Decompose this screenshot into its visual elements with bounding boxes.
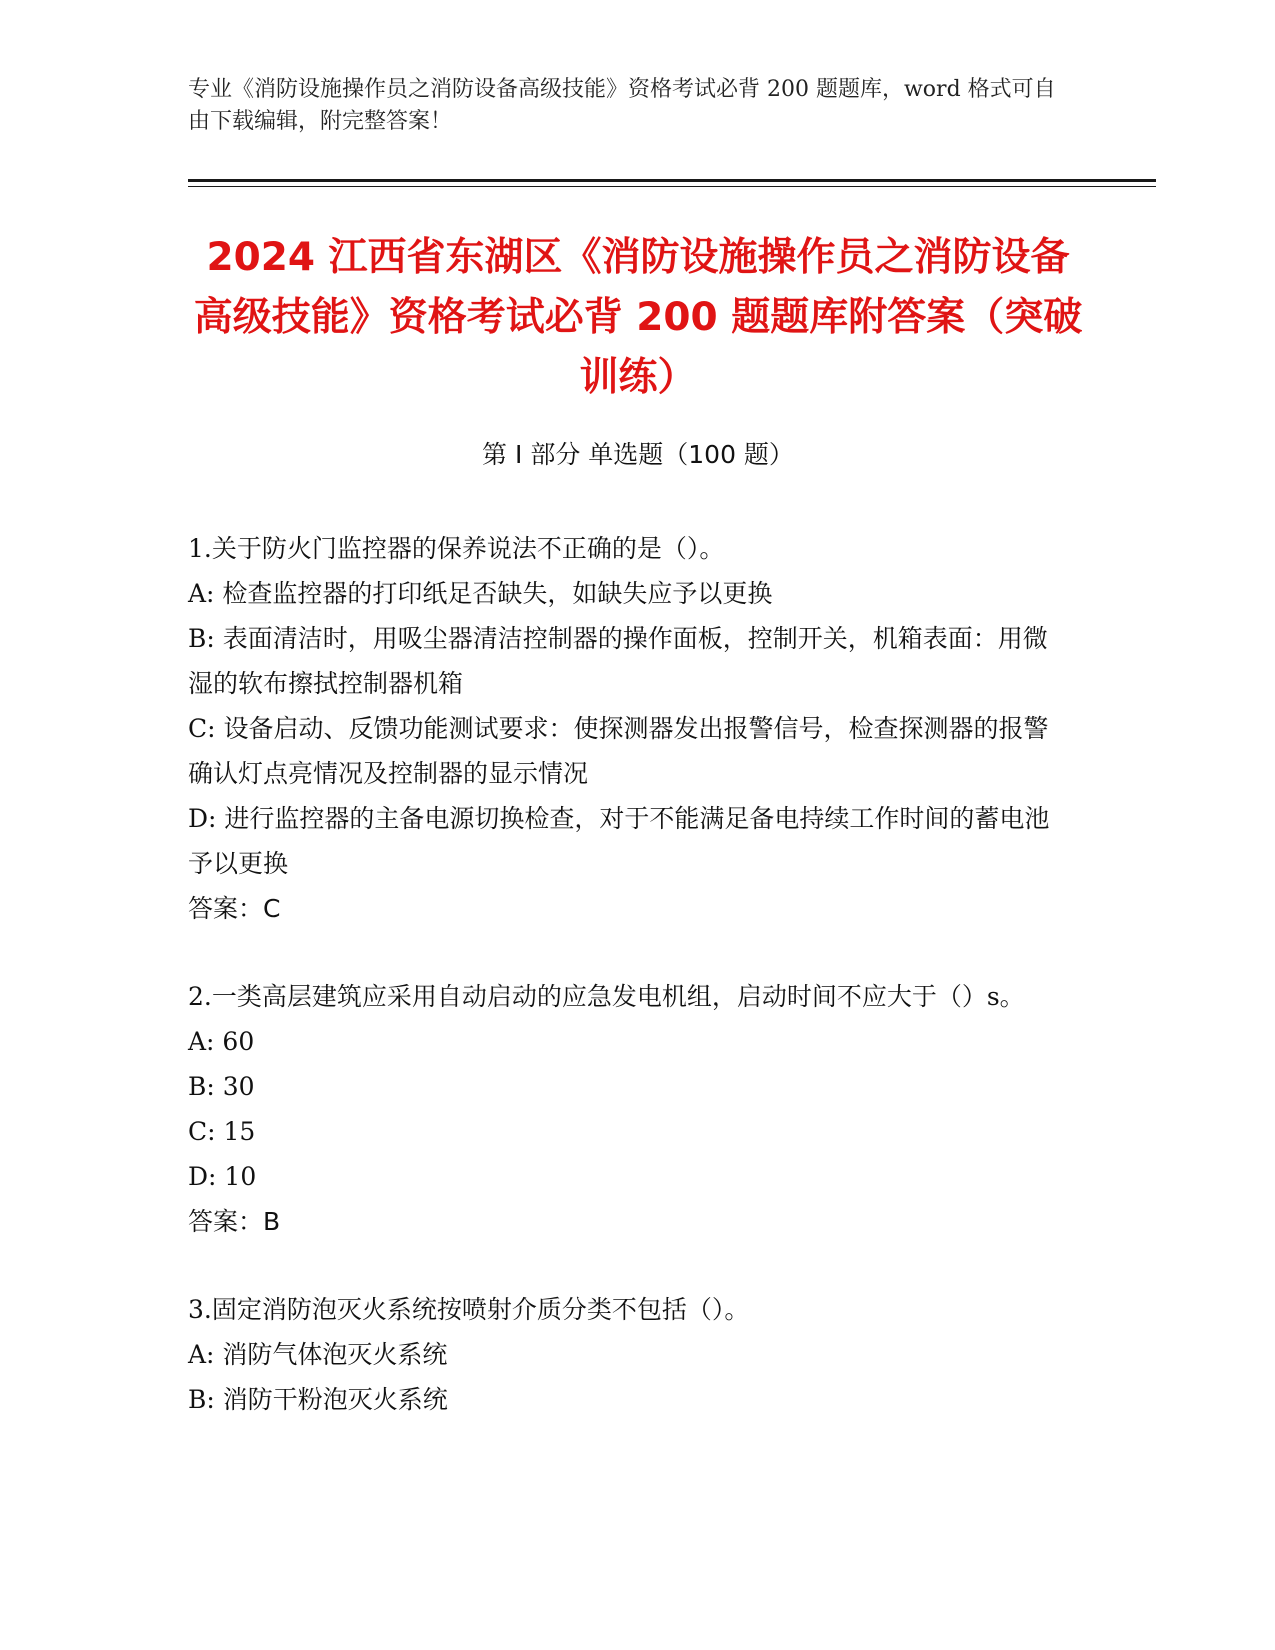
- question-2: [188, 974, 1068, 1244]
- section-heading: 第 I 部分 单选题（100 题）: [482, 440, 794, 469]
- header-rule-thin: [188, 186, 1156, 187]
- header-rule-thick: [188, 179, 1156, 182]
- header-note: 专业《消防设施操作员之消防设备高级技能》资格考试必背 200 题题库，word 格式可自由下载编辑，附完整答案！: [188, 77, 1056, 134]
- question-stem: 2.一类高层建筑应采用自动启动的应急发电机组，启动时间不应大于（）s。: [188, 982, 1025, 1011]
- answer: 答案：C: [188, 894, 281, 923]
- question-stem: 3.固定消防泡灭火系统按喷射介质分类不包括（）。: [188, 1295, 750, 1324]
- option-b: B: 消防干粉泡灭火系统: [188, 1385, 448, 1414]
- option-c: C: 15: [188, 1117, 256, 1146]
- question-stem: 1.关于防火门监控器的保养说法不正确的是（）。: [188, 534, 725, 563]
- option-d: D: 进行监控器的主备电源切换检查，对于不能满足备电持续工作时间的蓄电池予以更换: [188, 804, 1050, 878]
- option-c: C: 设备启动、反馈功能测试要求：使探测器发出报警信号，检查探测器的报警确认灯点亮情况及控制器的显示情况: [188, 714, 1049, 788]
- option-a: A: 检查监控器的打印纸足否缺失，如缺失应予以更换: [188, 579, 773, 608]
- question-1: [188, 526, 1068, 931]
- option-d: D: 10: [188, 1162, 257, 1191]
- question-list: [188, 526, 1068, 1465]
- option-a: A: 60: [188, 1027, 255, 1056]
- document-title: 2024 江西省东湖区《消防设施操作员之消防设备高级技能》资格考试必背 200 题题库附答案（突破训练）: [193, 235, 1083, 400]
- question-3: [188, 1287, 1068, 1422]
- option-a: A: 消防气体泡灭火系统: [188, 1340, 448, 1369]
- option-b: B: 30: [188, 1072, 255, 1101]
- answer: 答案：B: [188, 1207, 281, 1236]
- option-b: B: 表面清洁时，用吸尘器清洁控制器的操作面板，控制开关，机箱表面：用微湿的软布擦拭控制器机箱: [188, 624, 1048, 698]
